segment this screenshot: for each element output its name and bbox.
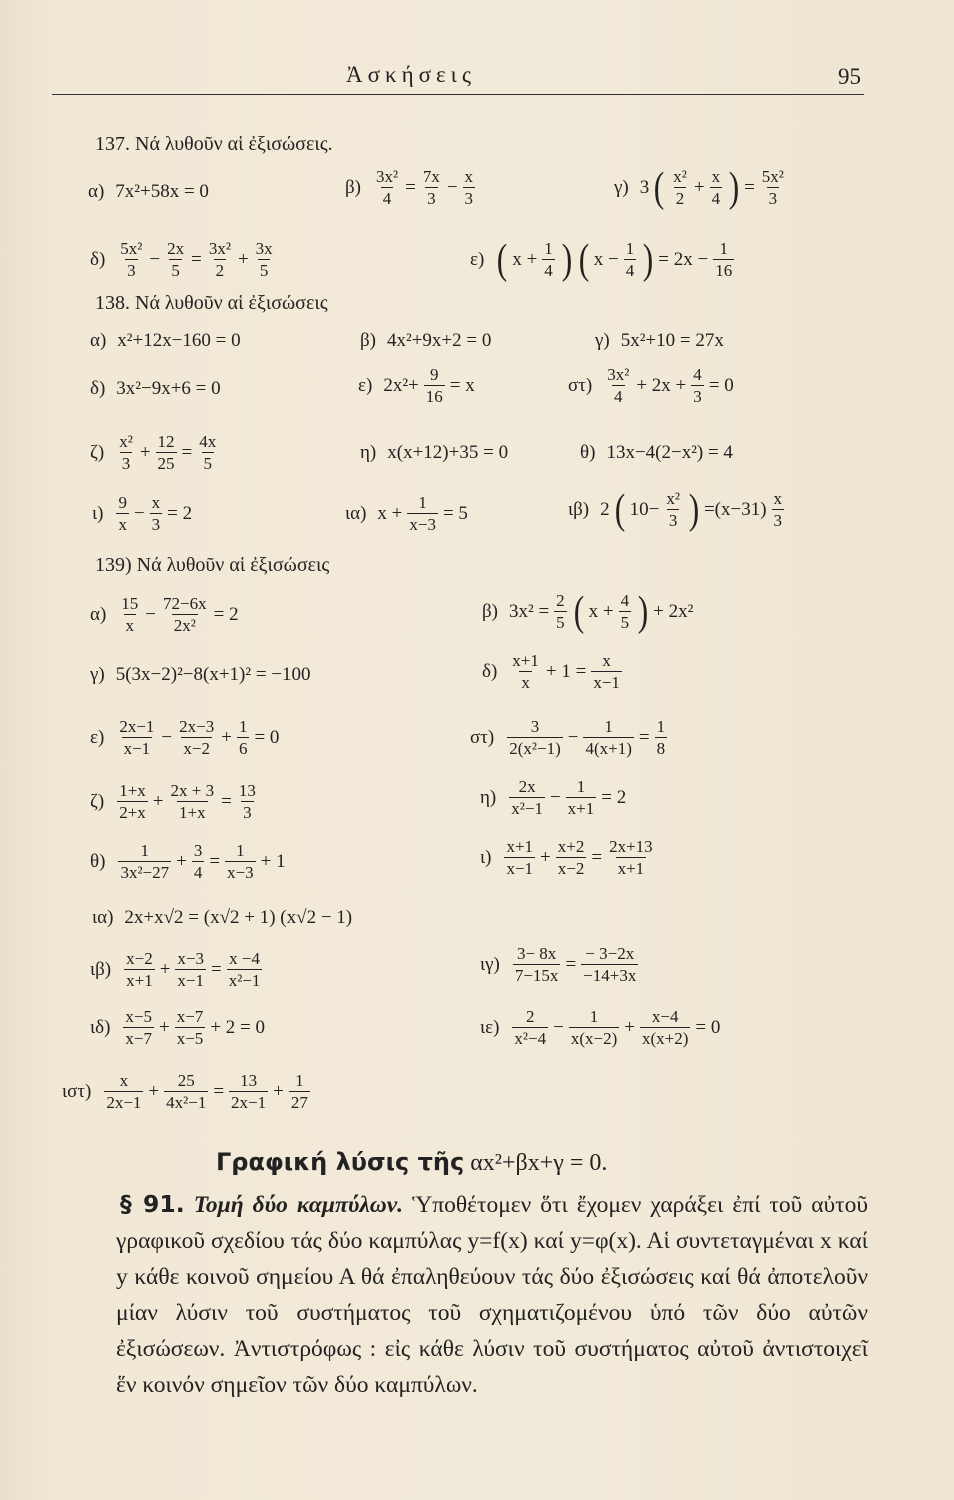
eq-138-e: ε) 2x²+ $\frac{9}{16}$ = x	[358, 365, 475, 406]
eq-139-ib: ιβ) $\frac{x-2}{x+1}$ + $\frac{x-3}{x-1}$ = $\frac{x -4}{\text{x²−1}}$	[90, 949, 261, 990]
eq-138-c: γ) 5x²+10 = 27x	[595, 330, 724, 351]
eq-139-ig: ιγ) $\frac{3- 8x}{7-15x}$ = $\frac{- 3-2x}{-14+3x}$	[480, 944, 637, 985]
section-body: Ὑποθέτομεν ὅτι ἔχομεν χαράξει ἐπί τοῦ αὐτοῦ γραφικοῦ σχεδίου τάς δύο καμπύλας y=f(x) καί y=φ(x). Αἱ συντεταγμέναι x καί y κάθε κοινοῦ σημείου Α θά ἐπαληθεύουν τάς δύο ἐξισώσεις καί θά ἀποτελοῦν μίαν λύσιν τοῦ συστήματος τοῦ σχηματιζομένου ὑπό τῶν δύο αὐτῶν ἐξισώσεων. Ἀντιστρόφως : εἰς κάθε λύσιν τοῦ συστήματος αὐτοῦ ἀντιστοιχεῖ ἕν κοινόν σημεῖον τῶν δύο καμπύλων.	[116, 1192, 869, 1398]
exercise-137-heading: 137. Νά λυθοῦν αἱ ἐξισώσεις.	[95, 133, 333, 155]
eq-139-z: ζ) $\frac{1+x}{2+x}$ + $\frac{2x + 3}{1+x}$ = $\frac{13}{3}$	[90, 781, 256, 822]
eq-138-ib: ιβ) 2 ( 10− $\frac{\text{x²}}{3}$ ) =(x−31) $\frac{x}{3}$	[568, 486, 783, 533]
eq-139-st: στ) $\frac{3}{\text{2(x²−1)}}$ − $\frac{1}{4(x+1)}$ = $\frac{1}{8}$	[470, 717, 666, 758]
eq-138-h: η) x(x+12)+35 = 0	[360, 442, 509, 463]
section-91-paragraph: § 91. Τομή δύο καμπύλων. Ὑποθέτομεν ὅτι ἔχομεν χαράξει ἐπί τοῦ αὐτοῦ γραφικοῦ σχεδίου τάς δύο καμπύλας y=f(x) καί y=φ(x). Αἱ συντεταγμέναι x καί y κάθε κοινοῦ σημείου Α θά ἐπαληθεύουν τάς δύο ἐξισώσεις καί θά ἀποτελοῦν μίαν λύσιν τοῦ συστήματος τοῦ σχηματιζομένου ὑπό τῶν δύο αὐτῶν ἐξισώσεων. Ἀντιστρόφως : εἰς κάθε λύσιν τοῦ συστήματος αὐτοῦ ἀντιστοιχεῖ ἕν κοινόν σημεῖον τῶν δύο καμπύλων.	[116, 1190, 869, 1398]
eq-137-e: ε) ( x + $\frac{1}{4}$ ) ( x − $\frac{1}{4}$ ) = 2x − $\frac{1}{16}$	[470, 236, 733, 283]
eq-138-d: δ) 3x²−9x+6 = 0	[90, 378, 221, 399]
eq-139-h: η) $\frac{2x}{\text{x²−1}}$ − $\frac{1}{x+1}$ = 2	[480, 777, 627, 818]
exercise-138-heading: 138. Νά λυθοῦν αἱ ἐξισώσεις	[95, 292, 328, 314]
eq-138-st: στ) $\frac{\text{3x²}}{4}$ + 2x + $\frac{4}{3}$ = 0	[568, 365, 734, 406]
header-rule	[52, 94, 864, 95]
eq-139-c: γ) 5(3x−2)²−8(x+1)² = −100	[90, 664, 311, 685]
eq-139-i: ι) $\frac{x+1}{x-1}$ + $\frac{x+2}{x-2}$ = $\frac{2x+13}{x+1}$	[480, 837, 653, 878]
eq-139-ia: ια) 2x+x√2 = (x√2 + 1) (x√2 − 1)	[92, 907, 353, 928]
section-title: Γραφική λύσις τῆς αx²+βx+γ = 0.	[216, 1148, 608, 1176]
eq-137-d: δ) $\frac{\text{5x²}}{3}$ − $\frac{2x}{5}$ = $\frac{\text{3x²}}{2}$ + $\frac{3x}{5}$	[90, 239, 273, 280]
eq-138-a: α) x²+12x−160 = 0	[90, 330, 241, 351]
eq-139-ist: ιστ) $\frac{x}{2x-1}$ + $\frac{25}{\text{4x²−1}}$ = $\frac{13}{2x-1}$ + $\frac{1}{27}$	[62, 1071, 308, 1112]
eq-137-b: β) $\frac{\text{3x²}}{4}$ = $\frac{7x}{3}$ − $\frac{x}{3}$	[345, 167, 474, 208]
eq-139-ie: ιε) $\frac{2}{\text{x²−4}}$ − $\frac{1}{x(x-2)}$ + $\frac{x-4}{x(x+2)}$ = 0	[480, 1007, 721, 1048]
eq-139-e: ε) $\frac{2x-1}{x-1}$ − $\frac{2x-3}{x-2}$ + $\frac{1}{6}$ = 0	[90, 717, 280, 758]
running-header: Ἀσκήσεις	[346, 62, 476, 87]
eq-138-ia: ια) x + $\frac{1}{x-3}$ = 5	[345, 493, 468, 534]
eq-137-a: α) 7x²+58x = 0	[88, 181, 209, 202]
eq-139-id: ιδ) $\frac{x-5}{x-7}$ + $\frac{x-7}{x-5}$ + 2 = 0	[90, 1007, 265, 1048]
exercise-139-heading: 139) Νά λυθοῦν αἱ ἐξισώσεις	[95, 554, 330, 576]
eq-139-th: θ) $\frac{1}{\text{3x²−27}}$ + $\frac{3}{4}$ = $\frac{1}{x-3}$ + 1	[90, 841, 286, 882]
eq-138-b: β) 4x²+9x+2 = 0	[360, 330, 492, 351]
eq-138-th: θ) 13x−4(2−x²) = 4	[580, 442, 733, 463]
eq-137-c: γ) 3 ( $\frac{\text{x²}}{2}$ + $\frac{x}{4}$ ) = $\frac{\text{5x²}}{3}$	[614, 164, 784, 211]
page-number: 95	[838, 64, 861, 89]
eq-139-b: β) 3x² = $\frac{2}{5}$ ( x + $\frac{4}{5}$ ) + 2x²	[482, 588, 694, 635]
eq-139-a: α) $\frac{15}{x}$ − $\frac{72-6x}{\text{2x²}}$ = 2	[90, 594, 239, 635]
section-subtitle: Τομή δύο καμπύλων.	[193, 1192, 404, 1218]
eq-138-z: ζ) $\frac{\text{x²}}{3}$ + $\frac{12}{25}$ = $\frac{4x}{5}$	[90, 432, 217, 473]
eq-138-i: ι) $\frac{9}{x}$ − $\frac{x}{3}$ = 2	[92, 493, 193, 534]
eq-139-d: δ) $\frac{x+1}{x}$ + 1 = $\frac{x}{x-1}$	[482, 651, 620, 692]
